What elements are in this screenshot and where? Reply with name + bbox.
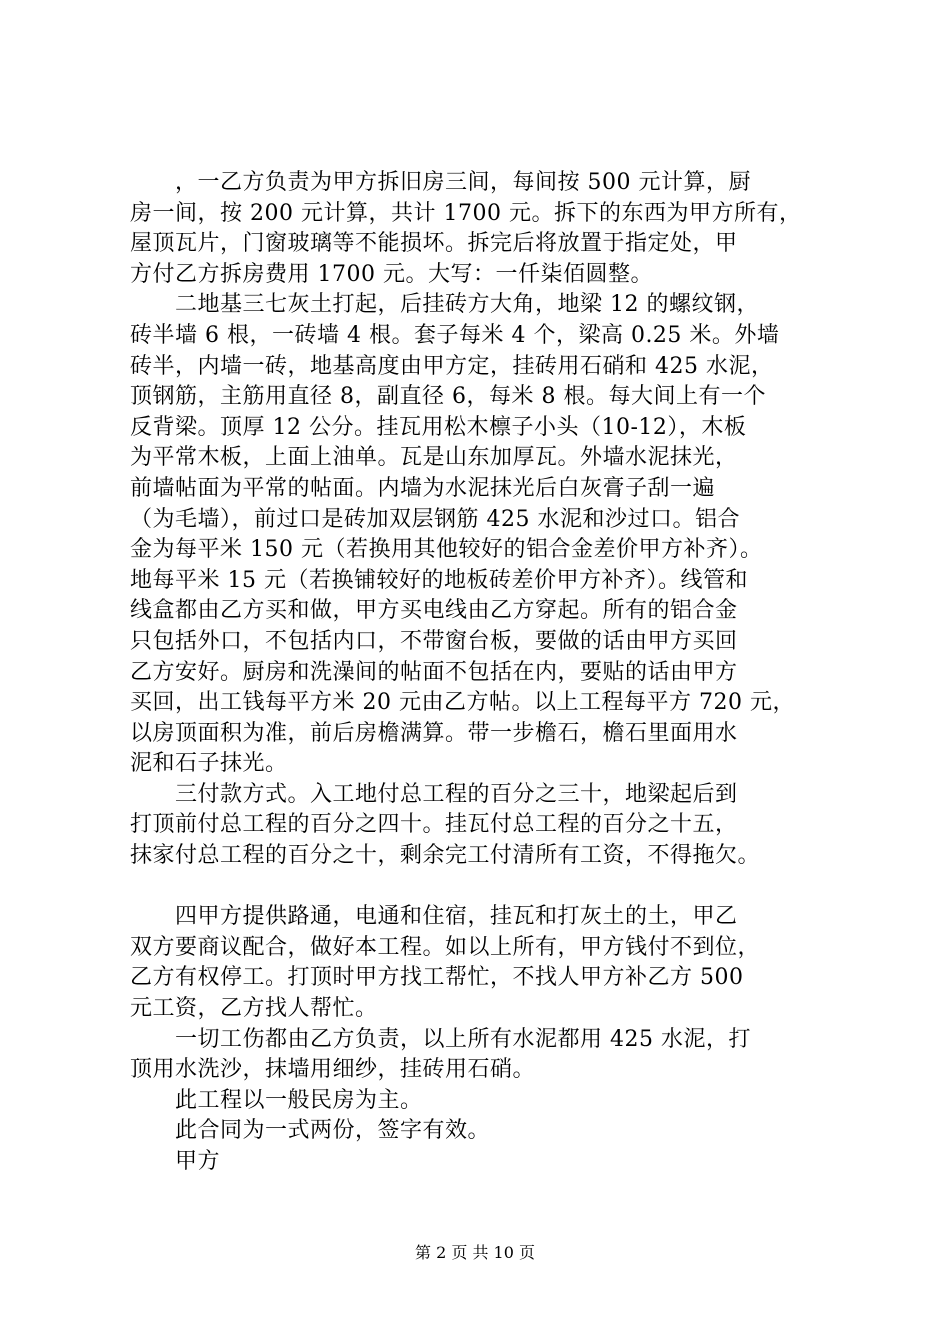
text-line: ，一乙方负责为甲方拆旧房三间，每间按 500 元计算，厨 bbox=[130, 170, 751, 195]
text-line: 以房顶面积为准，前后房檐满算。带一步檐石，檐石里面用水 bbox=[130, 720, 738, 746]
text-line: 此工程以一般民房为主。 bbox=[130, 1087, 423, 1113]
text-line: 金为每平米 150 元（若换用其他较好的铝合金差价甲方补齐）。 bbox=[130, 537, 763, 563]
text-line: 打顶前付总工程的百分之四十。挂瓦付总工程的百分之十五， bbox=[130, 812, 738, 838]
text-line: 此合同为一式两份，签字有效。 bbox=[130, 1118, 491, 1144]
text-line: 只包括外口，不包括内口，不带窗台板，要做的话由甲方买回 bbox=[130, 628, 738, 654]
text-line: 四甲方提供路通，电通和住宿，挂瓦和打灰土的土，甲乙 bbox=[130, 904, 738, 930]
text-line: 二地基三七灰土打起，后挂砖方大角，地梁 12 的螺纹钢， bbox=[130, 292, 759, 318]
text-line: 前墙帖面为平常的帖面。内墙为水泥抹光后白灰膏子刮一遍 bbox=[130, 475, 716, 501]
text-line: 一切工伤都由乙方负责，以上所有水泥都用 425 水泥，打 bbox=[130, 1026, 751, 1052]
text-line: 为平常木板，上面上油单。瓦是山东加厚瓦。外墙水泥抹光， bbox=[130, 445, 738, 471]
text-line: 买回，出工钱每平方米 20 元由乙方帖。以上工程每平方 720 元， bbox=[130, 690, 795, 716]
text-line: 泥和石子抹光。 bbox=[130, 751, 288, 777]
text-line: 双方要商议配合，做好本工程。如以上所有，甲方钱付不到位， bbox=[130, 934, 761, 960]
text-line: 乙方有权停工。打顶时甲方找工帮忙，不找人甲方补乙方 500 bbox=[130, 965, 744, 991]
text-line: 方付乙方拆房费用 1700 元。大写：一仟柒佰圆整。 bbox=[130, 261, 653, 287]
text-line: 反背梁。顶厚 12 公分。挂瓦用松木檩子小头（10-12），木板 bbox=[130, 414, 747, 440]
text-line: 三付款方式。入工地付总工程的百分之三十，地梁起后到 bbox=[130, 781, 738, 807]
text-line: （为毛墙），前过口是砖加双层钢筋 425 水泥和沙过口。铝合 bbox=[130, 506, 740, 532]
text-line: 顶用水洗沙，抹墙用细纱，挂砖用石硝。 bbox=[130, 1057, 536, 1083]
text-line: 顶钢筋，主筋用直径 8，副直径 6，每米 8 根。每大间上有一个 bbox=[130, 384, 766, 410]
blank-line bbox=[130, 872, 830, 903]
text-line: 房一间，按 200 元计算，共计 1700 元。拆下的东西为甲方所有， bbox=[130, 200, 802, 226]
text-line: 乙方安好。厨房和洗澡间的帖面不包括在内，要贴的话由甲方 bbox=[130, 659, 738, 685]
text-line: 砖半，内墙一砖，地基高度由甲方定，挂砖用石硝和 425 水泥， bbox=[130, 353, 774, 379]
text-line: 屋顶瓦片，门窗玻璃等不能损坏。拆完后将放置于指定处，甲 bbox=[130, 231, 738, 257]
text-line: 砖半墙 6 根，一砖墙 4 根。套子每米 4 个，梁高 0.25 米。外墙 bbox=[130, 322, 780, 348]
page-number-footer: 第 2 页 共 10 页 bbox=[415, 1243, 535, 1262]
contract-body bbox=[130, 168, 830, 1178]
text-line: 地每平米 15 元（若换铺较好的地板砖差价甲方补齐）。线管和 bbox=[130, 567, 748, 593]
text-line: 线盒都由乙方买和做，甲方买电线由乙方穿起。所有的铝合金 bbox=[130, 598, 738, 624]
text-line: 抹家付总工程的百分之十，剩余完工付清所有工资，不得拖欠。 bbox=[130, 843, 761, 869]
text-line: 元工资，乙方找人帮忙。 bbox=[130, 996, 378, 1022]
text-line: 甲方 bbox=[130, 1149, 221, 1174]
